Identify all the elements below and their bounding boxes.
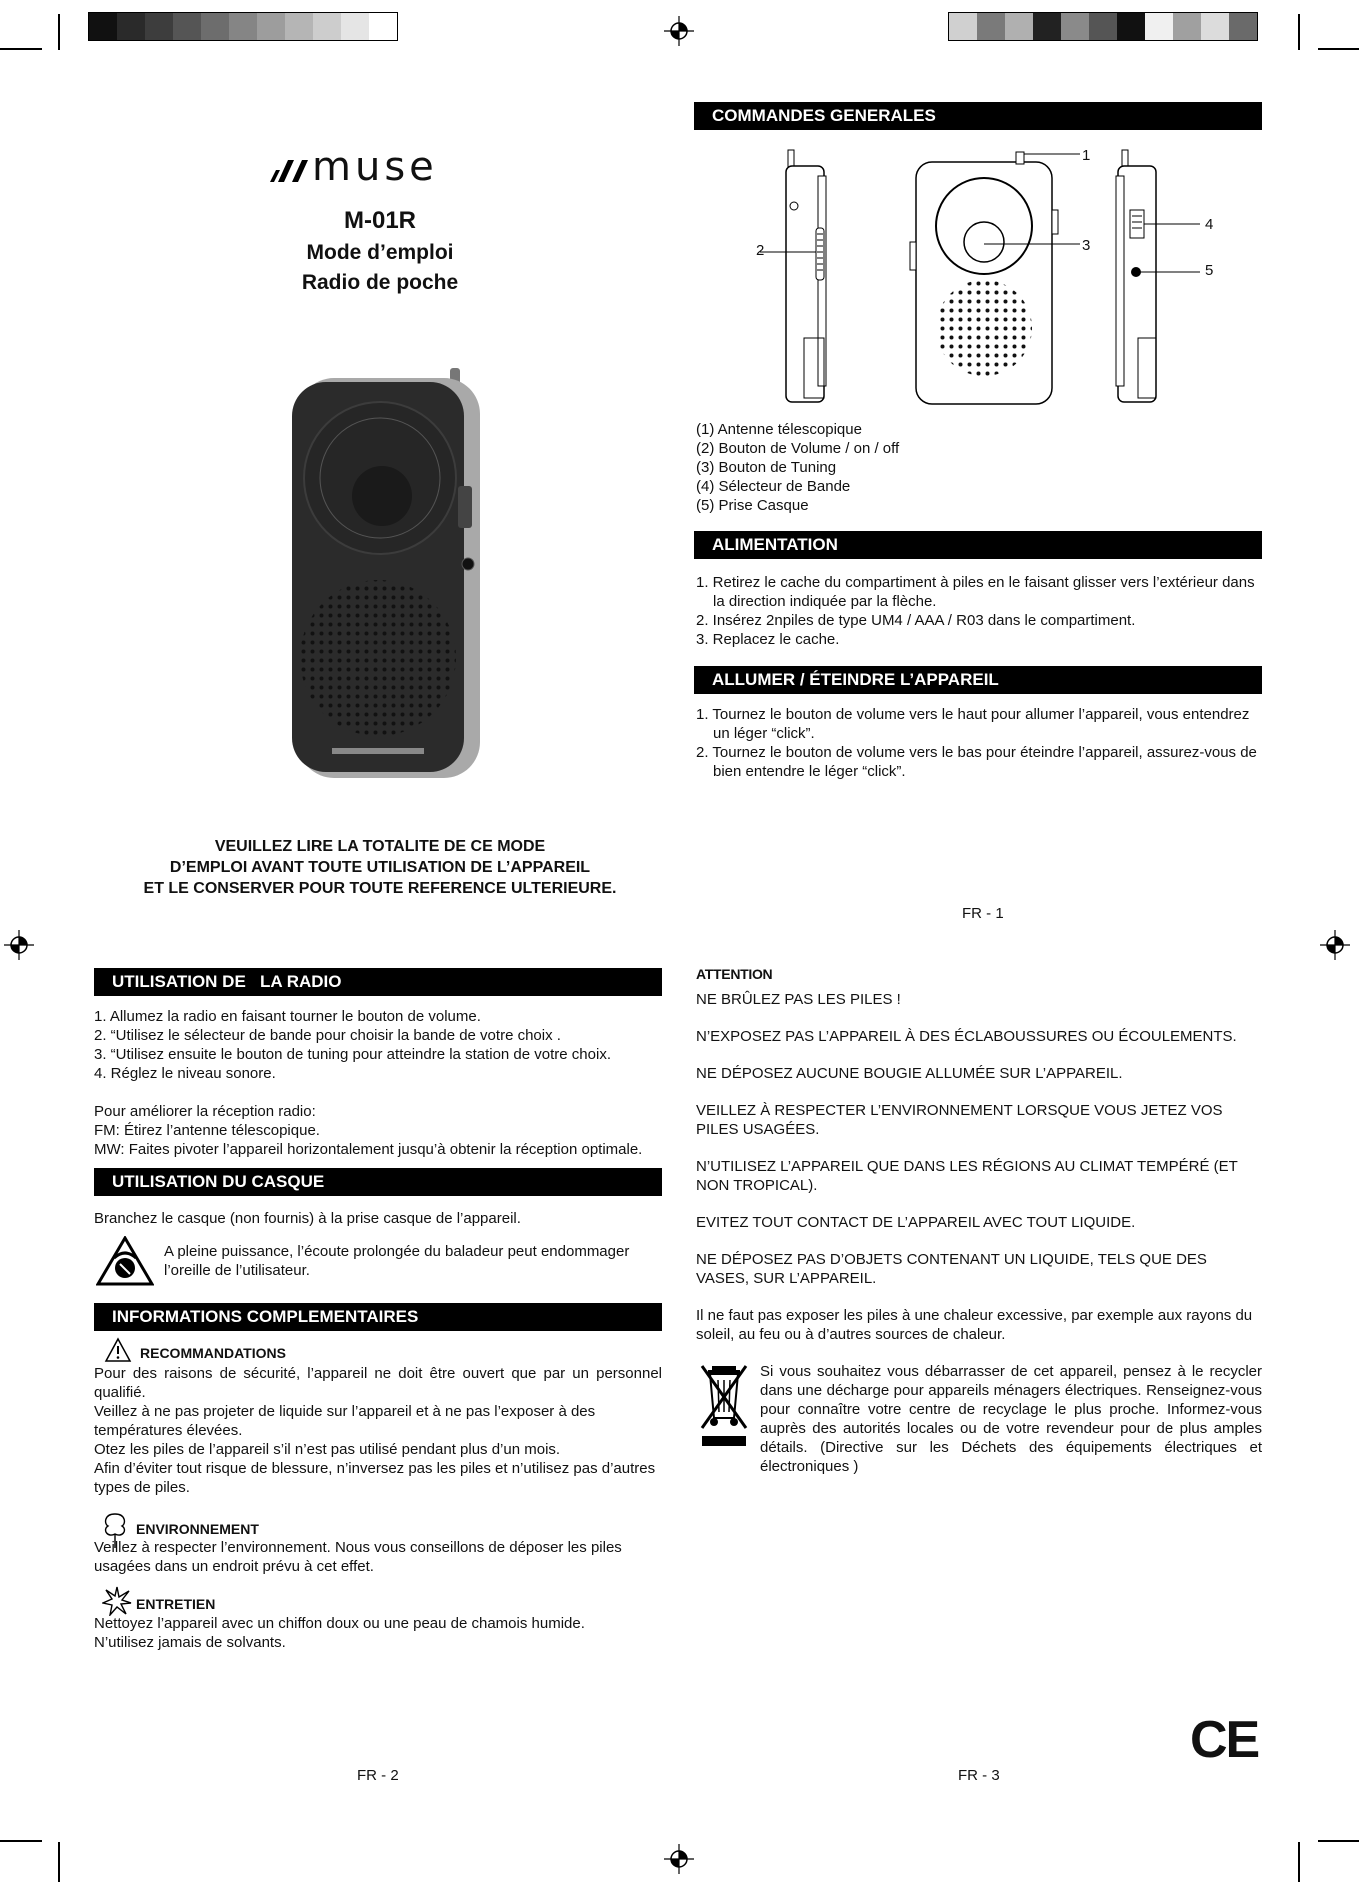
color-strip-left [88,12,398,41]
reception-intro: Pour améliorer la réception radio: [94,1103,316,1120]
attention-list [696,990,1262,1362]
attention-item: NE DÉPOSEZ AUCUNE BOUGIE ALLUMÉE SUR L’APPAREIL. [696,1065,1123,1082]
swatch [145,13,173,40]
brand-name: muse [312,144,438,190]
attention-item: NE DÉPOSEZ PAS D’OBJETS CONTENANT UN LIQUIDE, TELS QUE DES VASES, SUR L’APPAREIL. [696,1251,1207,1287]
page-number: FR - 2 [357,1767,399,1784]
ce-mark: CE [1190,1711,1259,1769]
swatch [1145,13,1173,40]
reco-line: Afin d’éviter tout risque de blessure, n’inversez pas les piles et n’utilisez pas d’autres types de piles. [94,1460,656,1496]
list-item: (1) Antenne télescopique [696,421,862,438]
reco-line: Veillez à ne pas projeter de liquide sur l’appareil et à ne pas l’exposer à des températures élevées. [94,1403,596,1439]
registration-mark-icon [1320,930,1350,960]
attention-title: ATTENTION [696,966,773,982]
page-number: FR - 1 [962,905,1004,922]
crop-mark [0,1840,42,1842]
callout-1: 1 [1082,147,1091,164]
attention-item: N’UTILISEZ L’APPAREIL QUE DANS LES RÉGIONS AU CLIMAT TEMPÉRÉ (ET NON TROPICAL). [696,1158,1238,1194]
swatch [257,13,285,40]
crop-mark [58,14,60,50]
section-header-allumer: ALLUMER / ÉTEINDRE L’APPAREIL [694,666,1262,694]
registration-mark-icon [4,930,34,960]
radio-product-image [290,368,490,778]
attention-item: N’EXPOSEZ PAS L’APPAREIL À DES ÉCLABOUSSURES OU ÉCOULEMENTS. [696,1028,1237,1045]
swatch [313,13,341,40]
env-title: ENVIRONNEMENT [136,1521,259,1537]
swatch [949,13,977,40]
entretien-text [94,1614,664,1652]
list-item: 2. Tournez le bouton de volume vers le bas pour éteindre l’appareil, assurez-vous de bien entendre le léger “click”. [696,744,1257,780]
brand-logo [268,144,500,190]
section-header-infos: INFORMATIONS COMPLEMENTAIRES [94,1303,662,1331]
subtitle-radio-de-poche: Radio de poche [301,271,459,294]
list-item: 2. “Utilisez le sélecteur de bande pour choisir la bande de votre choix . [94,1027,561,1044]
section-header-alimentation: ALIMENTATION [694,531,1262,559]
swatch [229,13,257,40]
entretien-title: ENTRETIEN [136,1596,216,1612]
model-name: M-01R [343,207,416,234]
swatch [1201,13,1229,40]
crop-mark [1318,48,1359,50]
callout-2: 2 [756,242,765,259]
read-warning-line: VEUILLEZ LIRE LA TOTALITE DE CE MODE [214,838,546,855]
color-strip-right [948,12,1258,41]
section-header-commandes: COMMANDES GENERALES [694,102,1262,130]
swatch [89,13,117,40]
weee-text: Si vous souhaitez vous débarrasser de cet appareil, pensez à le recycler dans une décharge pour appareils ménagers électriques. Renseignez-vous pour connaître votre centre de recyclage le plus proche. Informez-vous auprès des autorités locales ou de votre revendeur pour de plus amples détails. (Directive sur les Déchets des équipements électriques et électroniques ) [760,1363,1262,1475]
callout-3: 3 [1082,237,1091,254]
subtitle-mode-emploi: Mode d’emploi [306,241,454,264]
swatch [117,13,145,40]
swatch [1005,13,1033,40]
weee-bin-icon [700,1360,748,1448]
crop-mark [1298,14,1300,50]
swatch [1061,13,1089,40]
registration-mark-icon [664,1844,694,1874]
crop-mark [1298,1842,1300,1882]
page-number: FR - 3 [958,1767,1000,1784]
casque-warning: A pleine puissance, l’écoute prolongée du baladeur peut endommager l’oreille de l’utilisateur. [164,1243,630,1279]
swatch [1033,13,1061,40]
env-text: Veillez à respecter l’environnement. Nous vous conseillons de déposer les piles usagées dans un endroit prévu à cet effet. [94,1539,622,1575]
title-block [250,206,510,298]
swatch [369,13,397,40]
reco-line: Otez les piles de l’appareil s’il n’est pas utilisé pendant plus d’un mois. [94,1441,561,1458]
section-header-casque: UTILISATION DU CASQUE [94,1168,662,1196]
crop-mark [0,48,42,50]
reception-mw: MW: Faites pivoter l’appareil horizontalement jusqu’à obtenir la réception optimale. [94,1141,643,1158]
casque-text: Branchez le casque (non fournis) à la prise casque de l’appareil. [94,1210,521,1227]
alimentation-list [696,573,1262,649]
list-item: (5) Prise Casque [696,497,809,514]
attention-item: NE BRÛLEZ PAS LES PILES ! [696,991,901,1008]
attention-heat: Il ne faut pas exposer les piles à une chaleur excessive, par exemple aux rayons du soleil, au feu ou à d’autres sources de chaleur. [696,1307,1253,1343]
entretien-line: N’utilisez jamais de solvants. [94,1634,286,1651]
list-item: 3. “Utilisez ensuite le bouton de tuning pour atteindre la station de votre choix. [94,1046,611,1063]
swatch [285,13,313,40]
swatch [1229,13,1257,40]
callout-4: 4 [1205,216,1214,233]
list-item: 1. Tournez le bouton de volume vers le haut pour allumer l’appareil, vous entendrez un léger “click”. [696,706,1250,742]
crop-mark [58,1842,60,1882]
swatch [201,13,229,40]
radio-use-list [94,1007,664,1083]
maintenance-sparkle-icon [102,1586,132,1616]
allumer-list [696,705,1262,781]
controls-list [696,420,1256,515]
read-warning-line: ET LE CONSERVER POUR TOUTE REFERENCE ULTERIEURE. [143,880,617,897]
list-item: 1. Allumez la radio en faisant tourner le bouton de volume. [94,1008,481,1025]
read-warning [90,836,670,899]
reco-title: RECOMMANDATIONS [140,1345,286,1361]
reco-line: Pour des raisons de sécurité, l’appareil ne doit être ouvert que par un personnel qualifié. [94,1365,662,1401]
swatch [1117,13,1145,40]
swatch [1089,13,1117,40]
swatch [341,13,369,40]
reco-text [94,1364,662,1497]
list-item: 1. Retirez le cache du compartiment à piles en le faisant glisser vers l’extérieur dans la direction indiquée par la flèche. [696,574,1255,610]
reception-tips [94,1102,664,1159]
callout-5: 5 [1205,262,1214,279]
swatch [977,13,1005,40]
list-item: 3. Replacez le cache. [696,631,840,648]
reception-fm: FM: Étirez l’antenne télescopique. [94,1122,320,1139]
entretien-line: Nettoyez l’appareil avec un chiffon doux ou une peau de chamois humide. [94,1615,585,1632]
crop-mark [1318,1840,1359,1842]
list-item: 2. Insérez 2npiles de type UM4 / AAA / R03 dans le compartiment. [696,612,1136,629]
attention-item: EVITEZ TOUT CONTACT DE L’APPAREIL AVEC TOUT LIQUIDE. [696,1214,1136,1231]
list-item: (4) Sélecteur de Bande [696,478,851,495]
list-item: (3) Bouton de Tuning [696,459,837,476]
hearing-warning-icon [96,1236,154,1286]
controls-diagram [740,144,1230,406]
read-warning-line: D’EMPLOI AVANT TOUTE UTILISATION DE L’APPAREIL [169,859,591,876]
swatch [173,13,201,40]
list-item: 4. Réglez le niveau sonore. [94,1065,276,1082]
list-item: (2) Bouton de Volume / on / off [696,440,900,457]
logo-slash-icon [268,158,310,184]
caution-triangle-icon [104,1337,132,1363]
swatch [1173,13,1201,40]
registration-mark-icon [664,16,694,46]
section-header-radio-use: UTILISATION DE LA RADIO [94,968,662,996]
attention-item: VEILLEZ À RESPECTER L’ENVIRONNEMENT LORSQUE VOUS JETEZ VOS PILES USAGÉES. [696,1102,1223,1138]
